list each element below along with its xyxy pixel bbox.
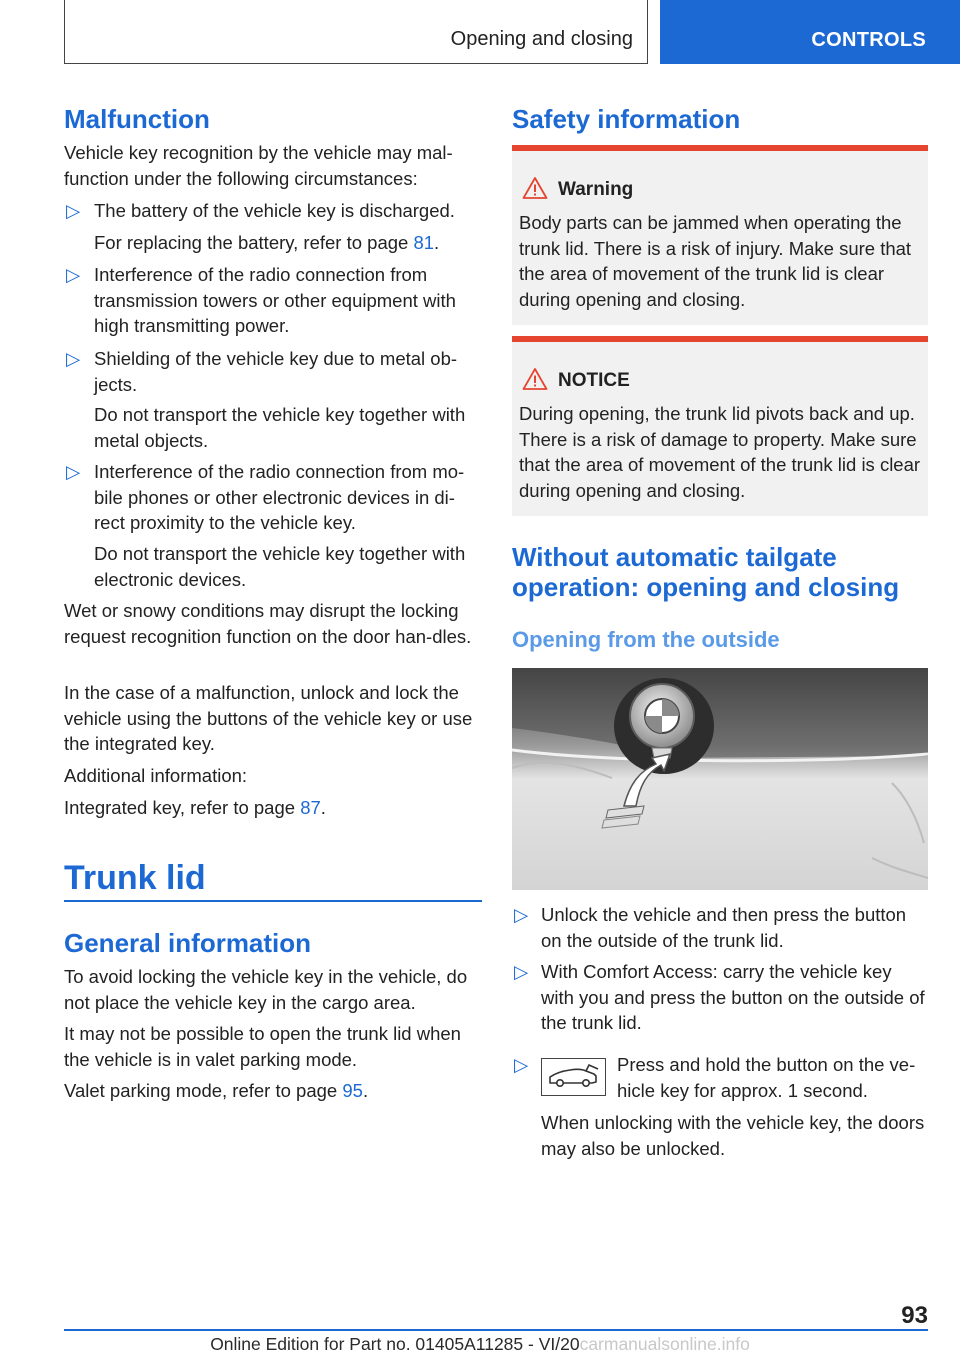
bullet-marker: ▷ xyxy=(66,264,81,285)
trunk-lid-heading: Trunk lid xyxy=(64,859,206,897)
malfunction-intro: Vehicle key recognition by the vehicle may mal-function under the following circumstances: xyxy=(64,142,453,189)
warning-text: Body parts can be jammed when operating the trunk lid. There is a risk of injury. Make sure that the area of movement of the trunk lid is clear during opening and closing. xyxy=(519,212,912,310)
malfunction-heading: Malfunction xyxy=(64,104,210,134)
paragraph-valet-mode: It may not be possible to open the trunk lid when the vehicle is in valet parking mode. xyxy=(64,1023,461,1070)
header-chapter-title: CONTROLS xyxy=(811,29,926,51)
notice-box xyxy=(512,336,928,516)
notice-text: During opening, the trunk lid pivots back and up. There is a risk of damage to property. Make sure that the area of movement of the trunk lid is clear during opening and closing. xyxy=(519,403,921,501)
footer-edition xyxy=(0,1334,960,1355)
paragraph-cargo-area: To avoid locking the vehicle key in the vehicle, do not place the vehicle key in the cargo area. xyxy=(64,966,468,1013)
step-hold-key-button: Press and hold the button on the ve-hicle key for approx. 1 second. xyxy=(617,1054,916,1101)
header-chapter-box xyxy=(660,0,960,64)
bullet-marker: ▷ xyxy=(66,348,81,369)
paragraph-wet-conditions: Wet or snowy conditions may disrupt the locking request recognition function on the door han-dles. xyxy=(64,600,472,647)
list-item-battery: The battery of the vehicle key is discharged. xyxy=(94,200,455,221)
list-item-radio-towers: Interference of the radio connection from transmission towers or other equipment with high transmitting power. xyxy=(94,264,456,336)
step-comfort-access: With Comfort Access: carry the vehicle key with you and press the button on the outside of the trunk lid. xyxy=(541,961,925,1033)
page-number: 93 xyxy=(901,1302,928,1329)
watermark: carmanualsonline.info xyxy=(579,1334,750,1354)
paragraph-valet-ref: Valet parking mode, refer to page 95. xyxy=(64,1080,369,1101)
car-trunk-icon xyxy=(541,1058,606,1096)
paragraph-additional-info: Additional information: xyxy=(64,765,248,786)
trunk-button-illustration xyxy=(512,668,928,890)
page-link-95[interactable]: 95 xyxy=(342,1080,363,1101)
safety-information-heading: Safety information xyxy=(512,104,741,134)
step-hold-key-note: When unlocking with the vehicle key, the doors may also be unlocked. xyxy=(541,1112,925,1159)
bullet-marker: ▷ xyxy=(66,200,81,221)
bullet-marker: ▷ xyxy=(66,461,81,482)
bullet-marker: ▷ xyxy=(514,1054,529,1075)
warning-triangle-icon xyxy=(522,176,548,200)
list-item-shielding: Shielding of the vehicle key due to metal ob-jects. xyxy=(94,348,458,395)
paragraph-integrated-key-ref: Integrated key, refer to page 87. xyxy=(64,797,326,818)
footer-divider xyxy=(64,1329,928,1331)
list-item-shielding-sub: Do not transport the vehicle key together with metal objects. xyxy=(94,404,466,451)
page-link-81[interactable]: 81 xyxy=(413,232,435,253)
section-divider xyxy=(64,900,482,902)
bullet-marker: ▷ xyxy=(514,904,529,925)
bullet-marker: ▷ xyxy=(514,961,529,982)
warning-title: Warning xyxy=(558,179,634,200)
notice-title: NOTICE xyxy=(558,370,630,391)
warning-box xyxy=(512,145,928,325)
page-link-87[interactable]: 87 xyxy=(300,797,321,818)
step-unlock-press-button: Unlock the vehicle and then press the button on the outside of the trunk lid. xyxy=(541,904,907,951)
list-item-mobile-phones: Interference of the radio connection from mo-bile phones or other electronic devices in di-rect proximity to the vehicle key. xyxy=(94,461,465,533)
notice-triangle-icon xyxy=(522,367,548,391)
without-automatic-tailgate-heading: Without automatic tailgate operation: opening and closing xyxy=(512,542,900,602)
trunk-lid-image xyxy=(512,668,928,890)
paragraph-malfunction-action: In the case of a malfunction, unlock and lock the vehicle using the buttons of the vehicle key or use the integrated key. xyxy=(64,682,473,754)
list-item-mobile-phones-sub: Do not transport the vehicle key together with electronic devices. xyxy=(94,543,466,590)
list-item-battery-ref: For replacing the battery, refer to page 81. xyxy=(94,232,440,253)
general-information-heading: General information xyxy=(64,928,312,958)
header-section-box xyxy=(64,0,648,64)
header-section-title: Opening and closing xyxy=(450,28,633,50)
footer-edition-text: Online Edition for Part no. 01405A11285 - VI/20 xyxy=(210,1334,580,1354)
opening-from-outside-heading: Opening from the outside xyxy=(512,627,780,652)
